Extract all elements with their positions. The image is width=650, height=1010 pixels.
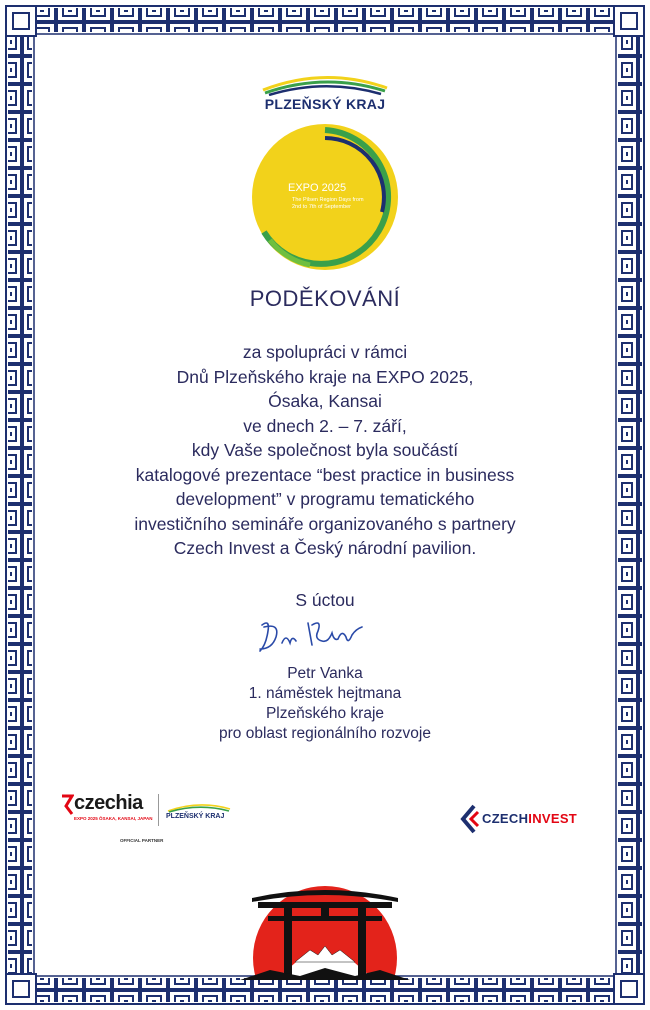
handwritten-signature [252,615,372,659]
plzensky-kraj-small-logo [166,800,232,824]
body-line: za spolupráci v rámci [242,342,408,362]
czechia-logo [60,788,170,828]
kraj-small-text: PLZEŇSKÝ KRAJ [166,813,225,820]
czechinvest-czech: CZECH [482,811,529,826]
body-line: katalogové prezentace “best practice in business [135,464,515,485]
signer-name: Petr Vanka [287,665,363,682]
official-partner-label: OFFICIAL PARTNER [120,838,164,843]
body-line: Ósaka, Kansai [268,391,382,411]
body-line: ve dnech 2. – 7. září, [243,415,407,436]
czechia-mark-icon [60,794,74,816]
czechinvest-invest: INVEST [528,811,578,826]
czechinvest-wordmark [482,811,577,826]
kraj-small-swoosh-icon [166,801,232,813]
closing-greeting: S úctou [295,590,355,610]
czechia-subline: EXPO 2025 ŌSAKA, KANSAI, JAPAN [74,816,153,821]
logo-divider [158,794,159,826]
signer-org: Plzeňského kraje [265,705,385,722]
body-line: Czech Invest a Český národní pavilion. [173,538,477,558]
certificate-title: PODĚKOVÁNÍ [249,286,401,311]
body-line: Dnů Plzeňského kraje na EXPO 2025, [176,366,474,387]
badge-title: EXPO 2025 [288,182,347,194]
badge-subtitle: The Pilsen Region Days from 2nd to 7th of September [292,197,364,210]
body-line: kdy Vaše společnost byla součástí [191,440,459,460]
signer-block [0,664,650,744]
torii-gate-sun-illustration [240,880,410,980]
expo-2025-badge [250,122,400,272]
body-line: investičního semináře organizovaného s partnery [134,513,516,534]
czechinvest-mark-icon [460,804,480,834]
kraj-logo-text: PLZEŇSKÝ KRAJ [264,96,386,112]
body-line: development” v programu tematického [175,489,475,509]
signer-role: 1. náměstek hejtmana [248,685,402,702]
plzensky-kraj-logo [255,68,395,114]
kraj-swoosh-icon [255,68,395,96]
certificate-body [0,340,650,561]
signer-scope: pro oblast regionálního rozvoje [219,725,431,742]
czechia-wordmark: czechia [74,792,143,814]
czechinvest-logo [460,802,600,836]
